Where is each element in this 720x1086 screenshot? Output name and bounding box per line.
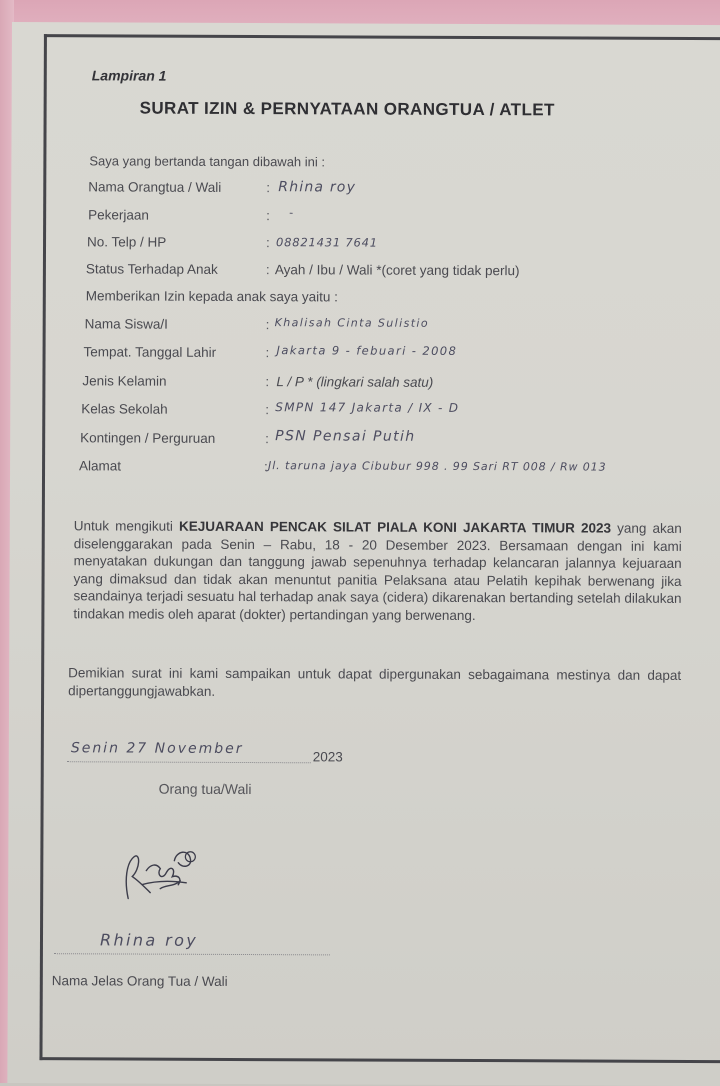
signer-caption: Nama Jelas Orang Tua / Wali: [51, 973, 228, 989]
field-value-class: SMPN 147 Jakarta / IX - D: [275, 400, 460, 415]
colon: :: [266, 235, 270, 251]
field-label-birth: Tempat. Tanggal Lahir: [83, 344, 217, 360]
colon: :: [265, 374, 270, 390]
field-label-occupation: Pekerjaan: [88, 207, 149, 223]
event-name: KEJUARAAN PENCAK SILAT PIALA KONI JAKARTA TIMUR 2023: [179, 518, 612, 536]
field-value-birth: Jakarta 9 - febuari - 2008: [276, 343, 458, 358]
field-label-phone: No. Telp / HP: [87, 234, 167, 250]
field-label-contingent: Kontingen / Perguruan: [80, 430, 216, 446]
signature-image: [116, 840, 206, 912]
document-title: SURAT IZIN & PERNYATAAN ORANGTUA / ATLET: [139, 98, 555, 120]
colon: :: [265, 262, 270, 278]
field-value-status: Ayah / Ibu / Wali *(coret yang tidak perlu): [274, 262, 520, 279]
date-handwritten: Senin 27 November: [70, 740, 244, 758]
signer-role: Orang tua/Wali: [158, 780, 252, 798]
field-value-address: Jl. taruna jaya Cibubur 998 . 99 Sari RT 008 / Rw 013: [268, 459, 607, 474]
permission-intro-text: Memberikan Izin kepada anak saya yaitu :: [85, 288, 338, 305]
date-year: 2023: [312, 749, 343, 765]
field-value-student-name: Khalisah Cinta Sulistio: [274, 316, 430, 330]
colon: :: [266, 208, 270, 224]
closing-paragraph: Demikian surat ini kami sampaikan untuk dapat dipergunakan sebagaimana mestinya dan dapat dipertanggungjawabkan.: [68, 665, 682, 699]
field-label-parent-name: Nama Orangtua / Wali: [88, 179, 222, 195]
field-value-parent-name: Rhina roy: [278, 179, 357, 196]
colon: :: [266, 180, 271, 196]
colon: :: [265, 431, 269, 447]
field-value-gender: L / P * (lingkari salah satu): [276, 374, 434, 390]
document-sheet: [7, 22, 720, 1086]
field-label-status: Status Terhadap Anak: [85, 261, 218, 277]
statement-paragraph: [73, 517, 681, 625]
field-label-address: Alamat: [79, 458, 122, 474]
field-value-phone: 08821431 7641: [276, 235, 378, 250]
field-value-occupation: -: [289, 206, 295, 220]
signer-name: Rhina roy: [99, 930, 199, 950]
field-label-gender: Jenis Kelamin: [82, 373, 167, 389]
colon: :: [264, 459, 268, 475]
colon: :: [265, 345, 270, 361]
statement-rest: yang akan diselenggarakan pada Senin – Rabu, 18 - 20 Desember 2023. Bersamaan dengan ini kami menyatakan dukungan dan tanggung jawab sepenuhnya terhadap kelancaran jalannya kejuaraan yang dimaksud dan tidak akan menuntut panitia Pelaksana atau Pelatih kepihak berwenang jika seandainya terjadi sesuatu hal terhadap anak saya (cidera) dikarenakan bertanding setelah dilakukan tindakan medis oleh aparat (dokter) pertandingan yang berwenang.: [73, 520, 682, 623]
intro-text: Saya yang bertanda tangan dibawah ini :: [89, 153, 326, 170]
field-value-contingent: PSN Pensai Putih: [275, 428, 416, 445]
field-label-class: Kelas Sekolah: [81, 401, 168, 417]
field-label-student-name: Nama Siswa/I: [84, 316, 168, 332]
attachment-label: Lampiran 1: [91, 67, 167, 84]
colon: :: [265, 402, 270, 418]
colon: :: [265, 317, 270, 333]
statement-lead: Untuk mengikuti: [73, 518, 180, 534]
